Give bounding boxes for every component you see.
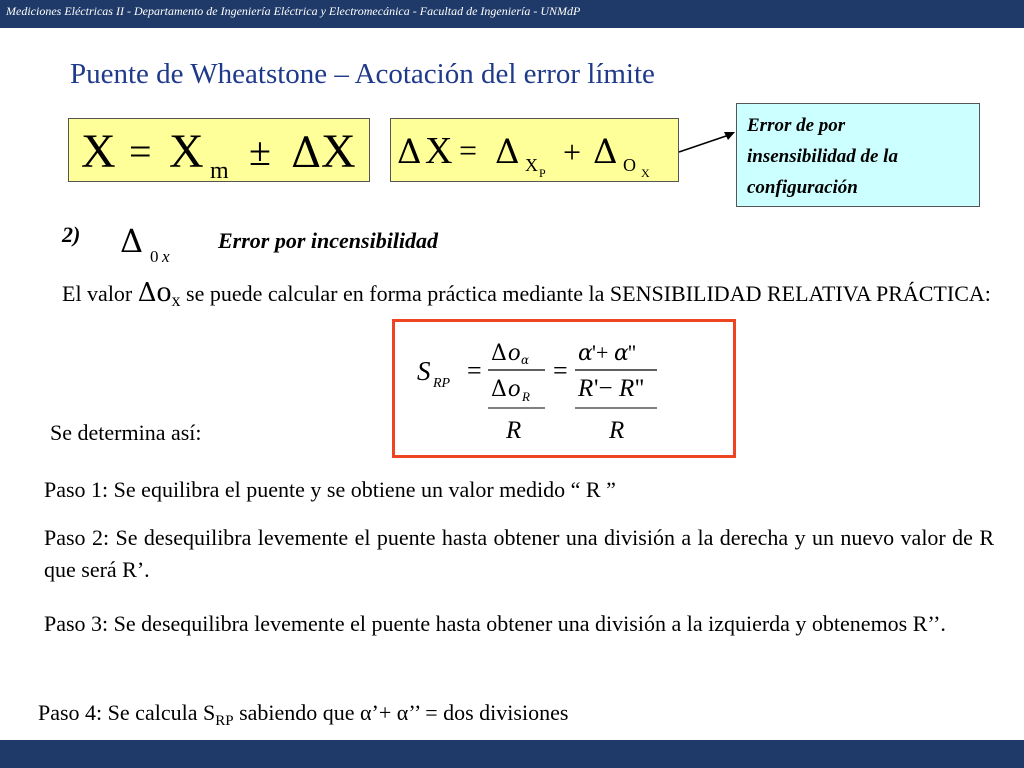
svg-text:S: S (417, 356, 431, 386)
svg-text:R: R (609, 417, 625, 444)
step-4-subscript: RP (215, 713, 234, 729)
srp-formula-box (392, 319, 736, 458)
svg-text:Δ: Δ (495, 132, 520, 172)
svg-text:X: X (321, 125, 356, 178)
formula-error-box (390, 118, 679, 182)
item-label: Error por incensibilidad (218, 228, 439, 253)
svg-text:X: X (169, 125, 204, 178)
svg-text:Δ: Δ (491, 377, 507, 402)
delta-ox-inline: Δox (137, 275, 181, 310)
svg-text:O: O (623, 155, 636, 175)
step-4 (38, 700, 568, 730)
step-1: Paso 1: Se equilibra el puente y se obtiene un valor medido “ R ” (44, 477, 616, 502)
slide-title: Puente de Wheatstone – Acotación del error límite (70, 58, 655, 90)
se-determina-text: Se determina así: (50, 420, 202, 445)
formula-measurement-box (68, 118, 370, 182)
svg-text:o: o (508, 339, 521, 366)
svg-text:=: = (467, 356, 482, 385)
svg-text:'+: '+ (592, 340, 609, 365)
intro-text-start: El valor (62, 281, 138, 306)
step-2: Paso 2: Se desequilibra levemente el puente hasta obtener una división a la derecha y un nuevo valor de R que será R’. (44, 525, 994, 582)
header-bar (0, 0, 1024, 28)
svg-text:X: X (525, 155, 538, 175)
item-number: 2) (62, 222, 81, 247)
step-4-text-start: Paso 4: Se calcula S (38, 700, 216, 725)
svg-text:+: + (563, 134, 582, 170)
callout-line: configuración (747, 177, 858, 198)
svg-text:=: = (553, 356, 568, 385)
step-3: Paso 3: Se desequilibra levemente el puente hasta obtener una división a la izquierda y obtenemos R’’. (44, 611, 946, 636)
svg-text:m: m (210, 158, 229, 181)
svg-text:'−: '− (594, 375, 613, 402)
svg-text:Δ: Δ (120, 222, 144, 260)
svg-text:P: P (539, 166, 546, 180)
formula-error (391, 119, 678, 181)
svg-text:=: = (459, 132, 478, 168)
svg-text:=: = (129, 129, 152, 174)
srp-formula (395, 322, 733, 455)
svg-text:RP: RP (433, 376, 451, 391)
svg-text:X: X (81, 125, 116, 178)
callout-line: Error de por (747, 115, 846, 136)
svg-text:o: o (508, 375, 521, 402)
callout-arrow (677, 125, 739, 155)
callout-box (736, 103, 980, 207)
delta-0x-symbol (118, 218, 188, 266)
svg-text:R: R (578, 375, 594, 402)
intro-paragraph (62, 276, 992, 316)
svg-text:'': '' (628, 340, 636, 365)
svg-text:R: R (619, 375, 635, 402)
svg-text:α: α (614, 341, 629, 366)
step-4-text-end: sabiendo que α’+ α’’ = dos divisiones (233, 700, 569, 725)
svg-text:α: α (578, 341, 593, 366)
svg-text:α: α (521, 353, 530, 367)
svg-text:±: ± (249, 129, 271, 174)
footer-bar (0, 740, 1024, 768)
svg-text:Δ: Δ (397, 132, 422, 172)
callout-line: insensibilidad de la (747, 146, 898, 167)
svg-text:X: X (425, 130, 453, 172)
svg-text:R: R (506, 417, 522, 444)
svg-text:x: x (162, 247, 170, 266)
svg-text:Δ: Δ (291, 128, 322, 177)
svg-text:R: R (522, 389, 530, 404)
formula-measurement (69, 119, 369, 181)
svg-text:Δ: Δ (491, 341, 507, 366)
svg-text:Δ: Δ (593, 132, 618, 172)
svg-text:'': '' (635, 375, 645, 402)
svg-text:0: 0 (150, 247, 159, 266)
header-text: Mediciones Eléctricas II - Departamento de Ingeniería Eléctrica y Electromecánica - Facultad de Ingeniería - UNMdP (6, 4, 581, 18)
svg-text:X: X (641, 166, 650, 180)
intro-text-end: se puede calcular en forma práctica mediante la SENSIBILIDAD RELATIVA PRÁCTICA: (180, 281, 991, 306)
